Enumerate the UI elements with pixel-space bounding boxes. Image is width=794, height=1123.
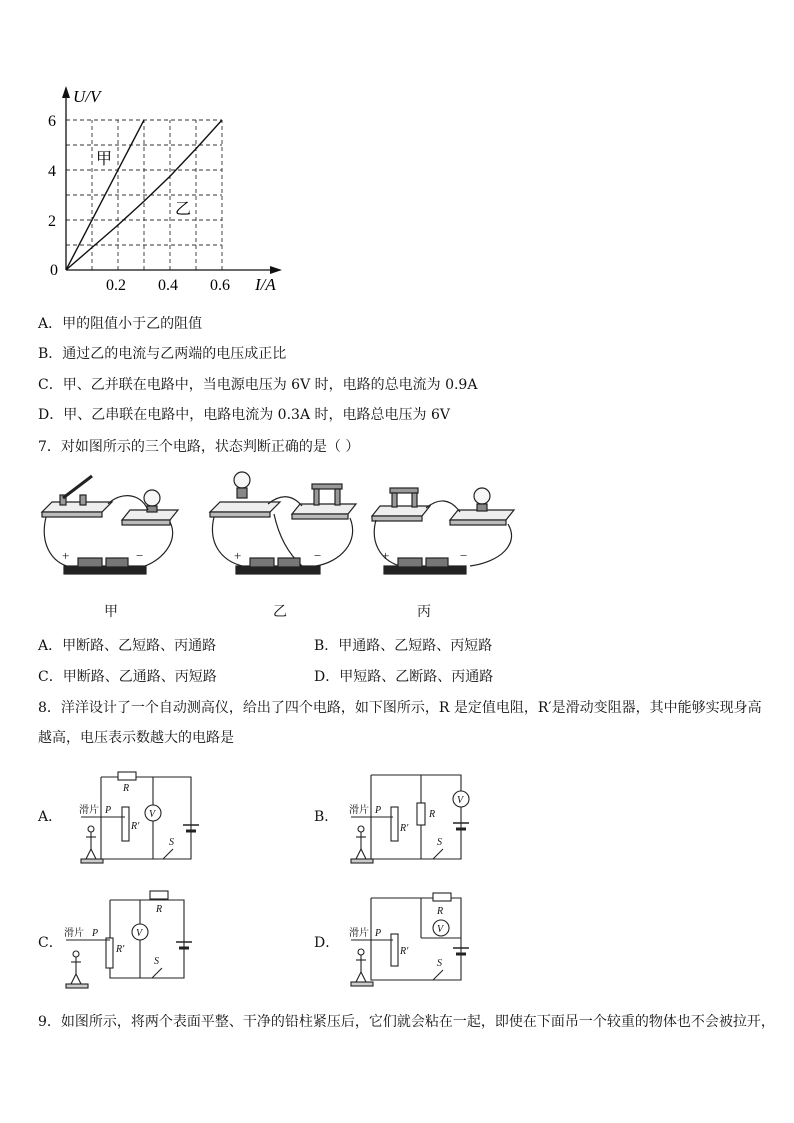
q8c-v-label: V xyxy=(136,928,143,939)
q8-circuit-b[interactable] xyxy=(345,765,485,870)
q8c-rprime-label: R′ xyxy=(116,944,125,955)
q8c-slider-label: 滑片 xyxy=(64,928,84,939)
q7-option-c[interactable]: C．甲断路、乙通路、丙短路 xyxy=(38,669,217,685)
q8c-s-label: S xyxy=(154,956,159,967)
q7-option-a[interactable]: A．甲断路、乙短路、丙通路 xyxy=(38,638,217,654)
q8b-r-label: R xyxy=(429,809,436,820)
q7-label-bing: 丙 xyxy=(417,604,431,620)
series-label-yi: 乙 xyxy=(175,201,192,218)
y-tick-label: 2 xyxy=(48,213,56,230)
q8a-v-label: V xyxy=(149,809,156,820)
y-axis-label: U/V xyxy=(73,87,101,106)
q9-stem: 9．如图所示，将两个表面平整、干净的铅柱紧压后，它们就会粘在一起，即使在下面吊一个较重的物体也不会被拉开， xyxy=(38,1014,775,1030)
q7-minus-yi: − xyxy=(314,548,322,563)
q6-option-a[interactable]: A．甲的阻值小于乙的阻值 xyxy=(38,316,203,332)
circuit-yi xyxy=(210,472,356,574)
q8a-s-label: S xyxy=(169,837,174,848)
q8a-p-label: P xyxy=(105,805,112,816)
q8d-v-label: V xyxy=(437,924,444,935)
q7-stem: 7．对如图所示的三个电路，状态判断正确的是（ ） xyxy=(38,439,360,455)
y-tick-label: 4 xyxy=(48,163,56,180)
q7-label-jia: 甲 xyxy=(104,604,118,620)
q6-option-b[interactable]: B．通过乙的电流与乙两端的电压成正比 xyxy=(38,346,287,362)
q8d-rprime-label: R′ xyxy=(400,946,409,957)
q7-plus-jia: + xyxy=(62,548,70,563)
q8a-r-label: R xyxy=(123,783,130,794)
y-tick-label: 6 xyxy=(48,113,56,130)
q7-minus-jia: − xyxy=(136,548,144,563)
q6-option-d[interactable]: D．甲、乙串联在电路中，电路电流为 0.3A 时，电路总电压为 6V xyxy=(38,407,450,423)
q7-plus-yi: + xyxy=(234,548,242,563)
q7-circuits-figure xyxy=(30,462,530,587)
q8d-slider-label: 滑片 xyxy=(349,928,369,939)
q8-circuit-a[interactable] xyxy=(75,765,215,870)
q7-minus-bing: − xyxy=(460,548,468,563)
graph-tick-labels xyxy=(48,113,230,294)
q8b-p-label: P xyxy=(375,805,382,816)
q8b-v-label: V xyxy=(457,795,464,806)
circuit-bing xyxy=(372,488,514,574)
q8b-rprime-label: R′ xyxy=(400,823,409,834)
q8-circuit-c[interactable] xyxy=(60,888,210,993)
q8a-slider-label: 滑片 xyxy=(79,805,99,816)
x-axis-label: I/A xyxy=(255,275,276,294)
q7-label-yi: 乙 xyxy=(273,604,287,620)
q6-option-c[interactable]: C．甲、乙并联在电路中，当电源电压为 6V 时，电路的总电流为 0.9A xyxy=(38,377,478,393)
q8-stem-line1: 8．洋洋设计了一个自动测高仪，给出了四个电路，如下图所示，R 是定值电阻，R′是滑动变阻器，其中能够实现身高 xyxy=(38,700,762,716)
q8-stem-line2: 越高，电压表示数越大的电路是 xyxy=(38,730,234,746)
q8d-s-label: S xyxy=(437,958,442,969)
x-tick-label: 0.6 xyxy=(210,277,230,294)
x-tick-label: 0.2 xyxy=(106,277,126,294)
q8a-rprime-label: R′ xyxy=(131,821,140,832)
q7-option-d[interactable]: D．甲短路、乙断路、丙通路 xyxy=(314,669,494,685)
q8-circuit-d[interactable] xyxy=(345,888,485,993)
y-axis-arrow xyxy=(62,86,70,98)
q8d-p-label: P xyxy=(375,928,382,939)
x-axis-arrow xyxy=(270,266,282,274)
q8c-r-label: R xyxy=(156,904,163,915)
u-i-graph xyxy=(30,80,300,300)
q8d-r-label: R xyxy=(437,906,444,917)
q8-option-a-letter[interactable]: A． xyxy=(38,809,63,825)
series-label-jia: 甲 xyxy=(96,151,113,168)
q8-option-b-letter[interactable]: B． xyxy=(314,809,339,825)
q7-option-b[interactable]: B．甲通路、乙短路、丙短路 xyxy=(314,638,493,654)
q8c-p-label: P xyxy=(92,928,99,939)
q7-plus-bing: + xyxy=(382,548,390,563)
graph-grid xyxy=(66,120,222,270)
x-tick-label: 0.4 xyxy=(158,277,178,294)
q8-option-d-letter[interactable]: D． xyxy=(314,935,340,951)
q8-option-c-letter[interactable]: C． xyxy=(38,935,63,951)
q8b-slider-label: 滑片 xyxy=(349,805,369,816)
q8b-s-label: S xyxy=(437,837,442,848)
origin-label: 0 xyxy=(50,262,58,279)
